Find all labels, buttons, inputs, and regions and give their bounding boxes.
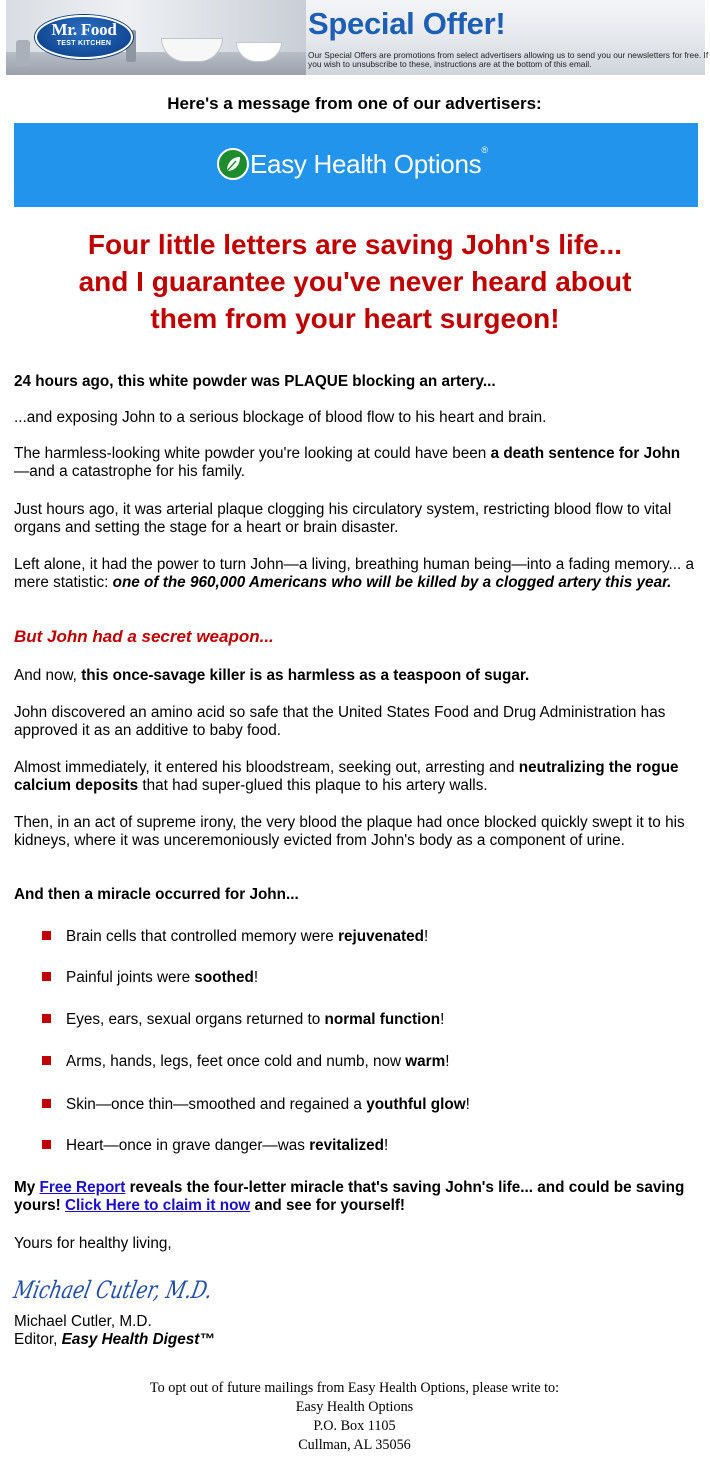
bullet-text: Skin—once thin—smoothed and regained a: [66, 1096, 367, 1113]
jar-shape: [16, 40, 30, 66]
address-po-box: P.O. Box 1105: [313, 1418, 396, 1434]
leaf-icon: [217, 148, 249, 180]
list-item: [42, 928, 692, 946]
bullet-emphasis: youthful glow: [366, 1096, 466, 1113]
special-offer-title: Special Offer!: [308, 6, 506, 41]
intro-bold-paragraph: 24 hours ago, this white powder was PLAQUE blocking an artery...: [14, 373, 496, 390]
bullet-end: !: [384, 1137, 389, 1154]
list-item: [42, 1011, 692, 1029]
paragraph-kidneys: Then, in an act of supreme irony, the very blood the plaque had once blocked quickly swept it to his kidneys, where it was unceremoniously evicted from John's body as a component of urine.: [14, 814, 685, 849]
text-run: that had super-glued this plaque to his artery walls.: [138, 777, 488, 794]
bullet-text: Eyes, ears, sexual organs returned to: [66, 1011, 325, 1028]
headline-line-2: and I guarantee you've never heard about: [78, 266, 632, 297]
paragraph-amino-acid: John discovered an amino acid so safe that the United States Food and Drug Administration has approved it as an additive to baby food.: [14, 704, 666, 739]
subhead-secret-weapon: But John had a secret weapon...: [14, 627, 274, 646]
bullet-text: Painful joints were: [66, 969, 195, 986]
handwritten-signature: [11, 1272, 270, 1313]
logo-subtitle: TEST KITCHEN: [56, 40, 112, 47]
headline-line-3: them from your heart surgeon!: [150, 303, 560, 334]
paragraph-calcium: [14, 759, 694, 795]
emphasis-harmless: this once-savage killer is as harmless as a teaspoon of sugar.: [81, 667, 530, 684]
bullet-end: !: [423, 928, 429, 945]
paragraph-statistic: [14, 556, 694, 592]
list-item: [42, 1053, 692, 1071]
free-report-link[interactable]: Free Report: [39, 1179, 126, 1196]
red-square-bullet-icon: [42, 972, 51, 981]
paragraph-death-sentence: [14, 445, 694, 481]
paragraph-blockage: ...and exposing John to a serious blockage of blood flow to his heart and brain.: [14, 409, 547, 426]
claim-now-link[interactable]: Click Here to claim it now: [65, 1197, 251, 1214]
bullet-end: !: [253, 969, 259, 986]
address-company: Easy Health Options: [295, 1399, 414, 1415]
easy-health-options-banner[interactable]: [14, 123, 698, 207]
bullet-emphasis: revitalized: [309, 1137, 385, 1154]
bullet-end: !: [440, 1011, 445, 1028]
paragraph-miracle: And then a miracle occurred for John...: [14, 886, 299, 903]
mr-food-logo[interactable]: [35, 15, 133, 59]
red-square-bullet-icon: [42, 931, 51, 940]
bullet-end: !: [445, 1053, 450, 1070]
closing-line: Yours for healthy living,: [14, 1235, 172, 1252]
bullet-emphasis: normal function: [324, 1011, 441, 1028]
call-to-action-paragraph: [14, 1179, 694, 1215]
red-square-bullet-icon: [42, 1140, 51, 1149]
address-city: Cullman, AL 35056: [298, 1437, 411, 1453]
paragraph-harmless: [14, 667, 694, 685]
svg-text:Michael Cutler, M.D.: Michael Cutler, M.D.: [11, 1275, 270, 1304]
bullet-text: Brain cells that controlled memory were: [66, 928, 339, 945]
list-item: [42, 1096, 692, 1114]
text-run: and see for yourself!: [250, 1197, 406, 1214]
brand-name: Easy Health Options: [250, 149, 482, 179]
bullet-emphasis: soothed: [194, 969, 254, 986]
text-run: —and a catastrophe for his family.: [14, 463, 245, 480]
advertiser-line: Here's a message from one of our advertisers:: [167, 94, 542, 113]
registered-mark: ®: [481, 145, 488, 155]
red-square-bullet-icon: [42, 1014, 51, 1023]
logo-title: Mr. Food: [51, 20, 117, 39]
bullet-emphasis: rejuvenated: [338, 928, 424, 945]
paragraph-arterial-plaque: Just hours ago, it was arterial plaque clogging his circulatory system, restricting blood flow to vital organs and setting the stage for a heart or brain disaster.: [14, 501, 672, 536]
emphasis-calcium: neutralizing the rogue calcium deposits: [14, 759, 679, 794]
header-banner: [6, 0, 709, 75]
bullet-text: Arms, hands, legs, feet once cold and numb, now: [66, 1053, 406, 1070]
easy-health-options-logo-text: [250, 145, 488, 180]
red-square-bullet-icon: [42, 1056, 51, 1065]
signer-name: Michael Cutler, M.D.: [14, 1313, 152, 1330]
special-offer-note: Our Special Offers are promotions from select advertisers allowing us to send you our newsletters for free. If you wish to unsubscribe to these, instructions are at the bottom of this email.: [308, 50, 709, 69]
text-run: Editor,: [14, 1331, 62, 1348]
text-run: Left alone, it had the power to turn John—a living, breathing human being—into a fading memory... a mere statistic:: [14, 556, 694, 591]
text-run: The harmless-looking white powder you're looking at could have been: [14, 445, 491, 462]
text-run: reveals the four-letter miracle that's saving John's life... and could be saving yours!: [14, 1179, 685, 1214]
list-item: [42, 969, 692, 987]
emphasis-death-sentence: a death sentence for John: [490, 445, 681, 462]
opt-out-text: To opt out of future mailings from Easy Health Options, please write to:: [149, 1380, 560, 1396]
text-run: And now,: [14, 667, 82, 684]
text-run: Almost immediately, it entered his bloodstream, seeking out, arresting and: [14, 759, 519, 776]
headline: [30, 226, 680, 337]
bullet-text: Heart—once in grave danger—was: [66, 1137, 310, 1154]
emphasis-statistic: one of the 960,000 Americans who will be killed by a clogged artery this year.: [112, 574, 672, 591]
headline-line-1: Four little letters are saving John's life...: [87, 229, 623, 260]
red-square-bullet-icon: [42, 1099, 51, 1108]
signer-title: [14, 1331, 694, 1349]
text-run: My: [14, 1179, 40, 1196]
list-item: [42, 1137, 692, 1155]
bullet-end: !: [465, 1096, 470, 1113]
bullet-emphasis: warm: [405, 1053, 446, 1070]
publication-name: Easy Health Digest™: [61, 1331, 215, 1348]
